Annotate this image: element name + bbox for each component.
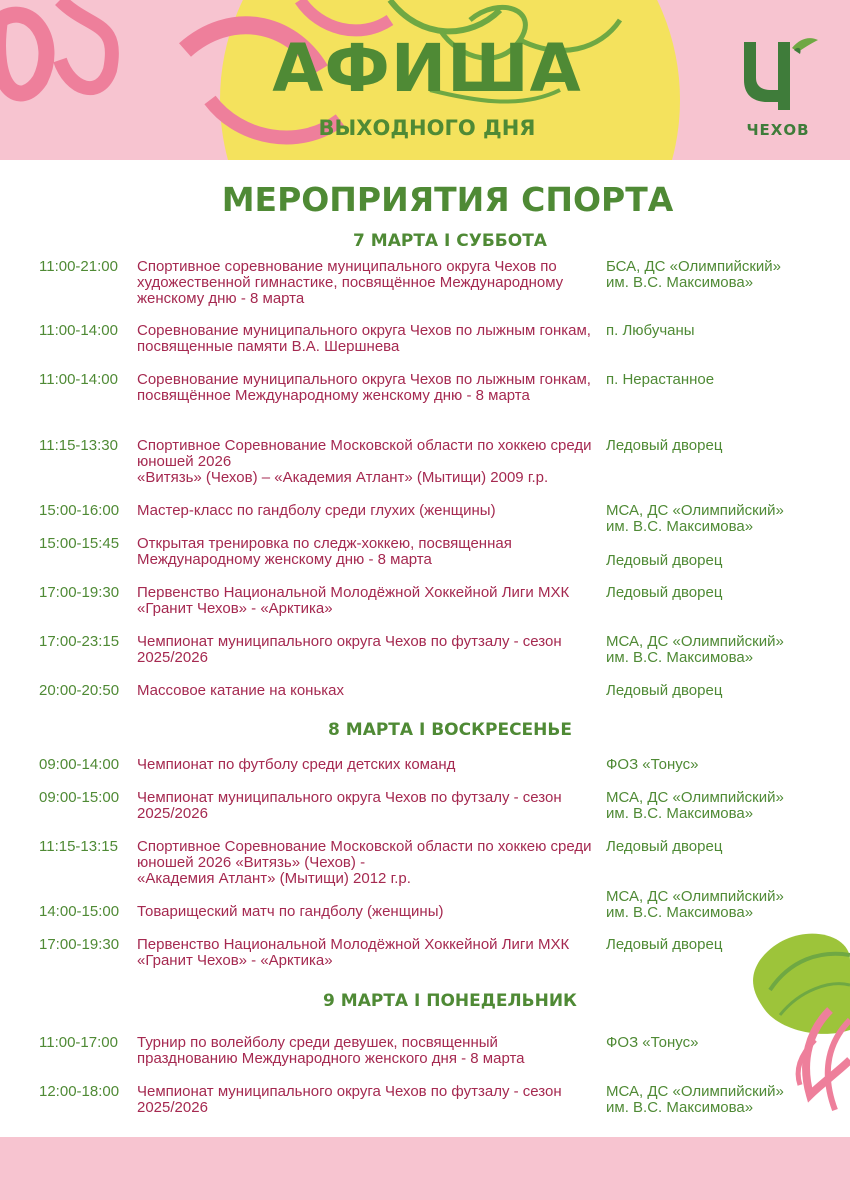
day-heading: 8 МАРТА I ВОСКРЕСЕНЬЕ <box>328 720 572 740</box>
event-name: Товарищеский матч по гандболу (женщины) <box>137 903 444 920</box>
event-place: МСА, ДС «Олимпийский» им. В.С. Максимова» <box>606 888 784 921</box>
poster-subtitle: ВЫХОДНОГО ДНЯ <box>318 116 536 140</box>
header-banner <box>0 0 850 160</box>
logo-caption: ЧЕХОВ <box>746 121 810 139</box>
event-name-line: «Академия Атлант» (Мытищи) 2012 г.р. <box>137 870 411 887</box>
event-time: 11:15-13:15 <box>39 838 118 855</box>
event-place: Ледовый дворец <box>606 682 723 699</box>
event-time: 09:00-15:00 <box>39 789 120 806</box>
event-name: Первенство Национальной Молодёжной Хоккейной Лиги МХК «Гранит Чехов» - «Арктика» <box>137 584 570 617</box>
event-time: 20:00-20:50 <box>39 682 120 699</box>
event-name: Чемпионат муниципального округа Чехов по футзалу - сезон 2025/2026 <box>137 789 562 822</box>
event-name: Спортивное соревнование муниципального округа Чехов по художественной гимнастике, посвящённое Международному женскому дню - 8 марта <box>137 258 564 307</box>
event-name <box>137 839 599 887</box>
event-name: Соревнование муниципального округа Чехов по лыжным гонкам, посвященные памяти В.А. Шершнева <box>137 322 591 355</box>
event-name: Чемпионат муниципального округа Чехов по футзалу - сезон 2025/2026 <box>137 1083 562 1116</box>
event-place: п. Нерастанное <box>606 371 715 388</box>
event-place: ФОЗ «Тонус» <box>606 1034 699 1051</box>
event-name-line: Спортивное Соревнование Московской области по хоккею среди юношей 2026 «Витязь» (Чехов) - <box>137 838 592 871</box>
event-time: 11:15-13:30 <box>39 437 118 454</box>
event-time: 15:00-16:00 <box>39 502 120 519</box>
event-time: 11:00-14:00 <box>39 371 118 388</box>
event-place: МСА, ДС «Олимпийский» им. В.С. Максимова» <box>606 789 784 822</box>
event-time: 17:00-19:30 <box>39 584 120 601</box>
event-place: Ледовый дворец <box>606 838 723 855</box>
event-name: Мастер-класс по гандболу среди глухих (женщины) <box>137 502 496 519</box>
event-place: МСА, ДС «Олимпийский» им. В.С. Максимова» <box>606 1083 784 1116</box>
poster-title: АФИША <box>272 30 582 107</box>
event-place: Ледовый дворец <box>606 552 723 569</box>
event-name: Соревнование муниципального округа Чехов по лыжным гонкам, посвящённое Международному женскому дню - 8 марта <box>137 371 591 404</box>
event-time: 17:00-19:30 <box>39 936 120 953</box>
event-time: 11:00-17:00 <box>39 1034 118 1051</box>
event-place: МСА, ДС «Олимпийский» им. В.С. Максимова» <box>606 502 784 535</box>
event-time: 17:00-23:15 <box>39 633 120 650</box>
event-name-line: Спортивное Соревнование Московской области по хоккею среди юношей 2026 <box>137 437 592 470</box>
day-heading: 7 МАРТА I СУББОТА <box>353 231 547 251</box>
chekhov-logo-icon <box>738 36 820 118</box>
section-title: МЕРОПРИЯТИЯ СПОРТА <box>221 180 674 219</box>
event-time: 14:00-15:00 <box>39 903 120 920</box>
event-time: 15:00-15:45 <box>39 535 120 552</box>
event-place: ФОЗ «Тонус» <box>606 756 699 773</box>
event-time: 11:00-21:00 <box>39 258 118 275</box>
event-name <box>137 438 599 486</box>
event-name: Массовое катание на коньках <box>137 682 344 699</box>
event-name: Турнир по волейболу среди девушек, посвященный празднованию Международного женского дня - 8 марта <box>137 1034 525 1067</box>
event-place: Ледовый дворец <box>606 584 723 601</box>
event-name: Чемпионат муниципального округа Чехов по футзалу - сезон 2025/2026 <box>137 633 562 666</box>
event-place: Ледовый дворец <box>606 936 723 953</box>
event-name: Чемпионат по футболу среди детских команд <box>137 756 456 773</box>
event-name: Открытая тренировка по следж-хоккею, посвященная Международному женскому дню - 8 марта <box>137 535 512 568</box>
day-heading: 9 МАРТА I ПОНЕДЕЛЬНИК <box>323 991 577 1011</box>
event-name-line: «Витязь» (Чехов) – «Академия Атлант» (Мытищи) 2009 г.р. <box>137 469 549 486</box>
event-place: п. Любучаны <box>606 322 695 339</box>
event-place: Ледовый дворец <box>606 437 723 454</box>
footer-band <box>0 1137 850 1200</box>
event-time: 11:00-14:00 <box>39 322 118 339</box>
event-place: МСА, ДС «Олимпийский» им. В.С. Максимова» <box>606 633 784 666</box>
event-time: 12:00-18:00 <box>39 1083 120 1100</box>
event-time: 09:00-14:00 <box>39 756 120 773</box>
event-name: Первенство Национальной Молодёжной Хоккейной Лиги МХК «Гранит Чехов» - «Арктика» <box>137 936 570 969</box>
event-place: БСА, ДС «Олимпийский» им. В.С. Максимова» <box>606 258 782 291</box>
